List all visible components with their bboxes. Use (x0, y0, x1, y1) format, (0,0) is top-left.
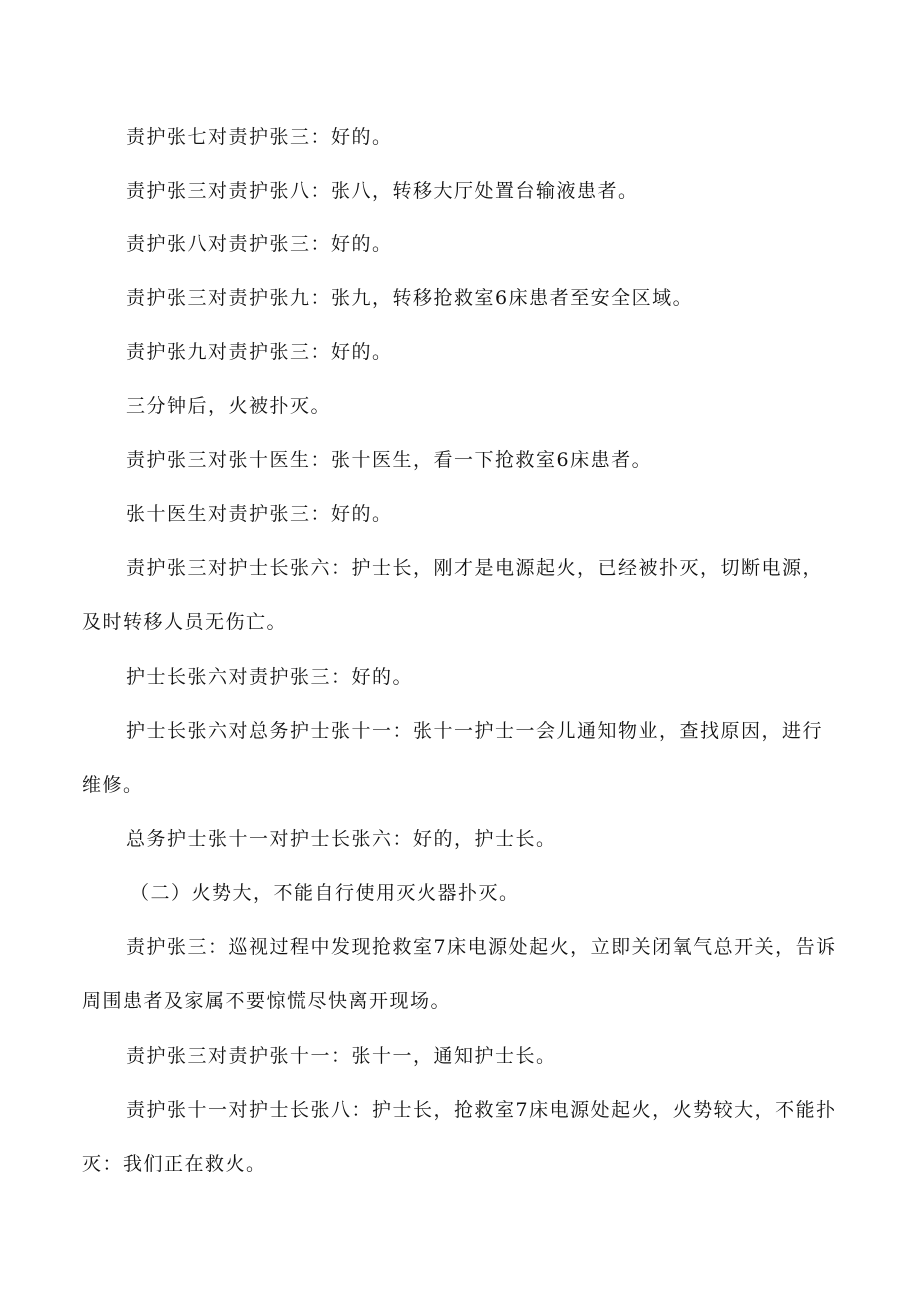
paragraph-line: 责护张九对责护张三：好的。 (126, 341, 393, 363)
paragraph-line: 维修。 (82, 774, 144, 796)
paragraph-line: 张十医生对责护张三：好的。 (126, 503, 393, 525)
paragraph-line: 责护张三对责护张九：张九，转移抢救室6床患者至安全区域。 (126, 287, 694, 309)
paragraph-line: 护士长张六对责护张三：好的。 (126, 666, 414, 688)
paragraph-line: 责护张三对责护张八：张八，转移大厅处置台输液患者。 (126, 180, 639, 202)
paragraph-line: 责护张三对张十医生：张十医生，看一下抢救室6床患者。 (126, 449, 653, 471)
paragraph-line: 责护张十一对护士长张八：护士长，抢救室7床电源处起火，火势较大，不能扑 (126, 1099, 837, 1121)
section-heading: （二）火势大，不能自行使用灭火器扑灭。 (130, 882, 520, 904)
paragraph-line: 周围患者及家属不要惊慌尽快离开现场。 (82, 990, 452, 1012)
paragraph-line: 责护张七对责护张三：好的。 (126, 126, 393, 148)
paragraph-line: 责护张三对责护张十一：张十一，通知护士长。 (126, 1045, 557, 1067)
paragraph-line: 责护张三：巡视过程中发现抢救室7床电源处起火，立即关闭氧气总开关，告诉 (126, 936, 837, 958)
paragraph-line: 责护张八对责护张三：好的。 (126, 233, 393, 255)
paragraph-line: 灭：我们正在救火。 (82, 1153, 267, 1175)
paragraph-line: 责护张三对护士长张六：护士长，刚才是电源起火，已经被扑灭，切断电源， (126, 557, 824, 579)
paragraph-line: 及时转移人员无伤亡。 (82, 611, 288, 633)
paragraph-line: 三分钟后，火被扑灭。 (126, 395, 332, 417)
paragraph-line: 总务护士张十一对护士长张六：好的，护士长。 (126, 828, 557, 850)
paragraph-line: 护士长张六对总务护士张十一：张十一护士一会儿通知物业，查找原因，进行 (126, 720, 824, 742)
